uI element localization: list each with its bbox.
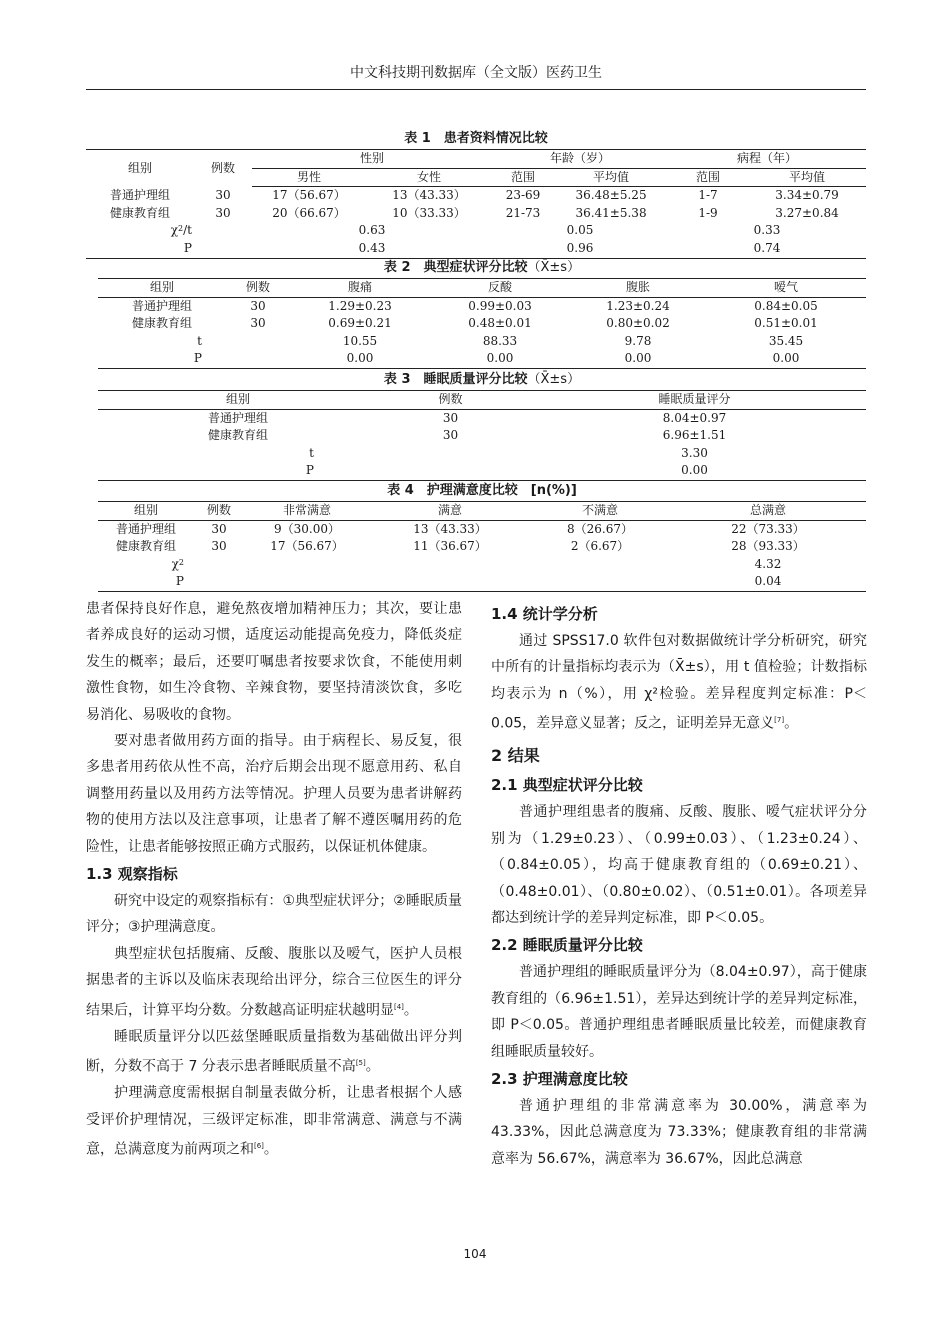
table-row: P 0.00 [98, 462, 866, 480]
section-heading: 2.3 护理满意度比较 [491, 1069, 628, 1088]
paragraph: 通过 SPSS17.0 软件包对数据做统计学分析研究，研究中所有的计量指标均表示为（X̄±s），用 t 值检验；计数指标均表示为 n（%），用 χ²检验。差异程度判定标准：P＜0.05，差异意义显著；反之，证明差异无意义[7]。 [491, 633, 867, 732]
table-row: t 3.30 [309, 445, 708, 460]
table1-header-age-mean: 平均值 [554, 168, 668, 187]
paragraph: 患者保持良好作息，避免熬夜增加精神压力；其次，要让患者养成良好的运动习惯，适度运动能提高免疫力，降低炎症发生的概率；最后，还要叮嘱患者按要求饮食，不能使用刺激性食物，如生冷食物、辛辣食物，要坚持清淡饮食，多吃易消化、易吸收的食物。 [86, 601, 462, 723]
journal-header: 中文科技期刊数据库（全文版）医药卫生 [86, 60, 866, 90]
page-number: 104 [463, 1247, 487, 1261]
table-row: 健康教育组 30 17（56.67） 11（36.67） 2（6.67） 28（93.33） [115, 539, 805, 554]
table1-caption: 表 1 患者资料情况比较 [404, 131, 548, 146]
citation: [6] [254, 1142, 264, 1151]
table-row: $\chi^2$ 4.32 [171, 556, 782, 571]
table1-header-course-mean: 平均值 [748, 168, 866, 187]
table-row: 普通护理组 30 1.29±0.23 0.99±0.03 1.23±0.24 0.84±0.05 [131, 298, 818, 313]
table-row: 普通护理组 30 8.04±0.97 [207, 410, 727, 425]
table1-header-course-range: 范围 [668, 168, 748, 187]
table4-caption: 表 4 护理满意度比较 [n(%)] [387, 483, 577, 498]
table-row: 普通护理组 30 9（30.00） 13（43.33） 8（26.67） 22（73.33） [115, 521, 805, 536]
table3-caption: 表 3 睡眠质量评分比较（X̄±s） [383, 372, 581, 387]
section-heading: 2 结果 [491, 746, 540, 766]
table1-header-count: 例数 [194, 150, 252, 187]
table1 [86, 149, 866, 259]
table-row: 普通护理组 30 17（56.67） 13（43.33） 23-69 36.48±5.25 1-7 3.34±0.79 [109, 187, 839, 203]
paragraph: 普通护理组的睡眠质量评分为（8.04±0.97），高于健康教育组的（6.96±1.51），差异达到统计学的差异判定标准，即 P＜0.05。普通护理组患者睡眠质量比较差，而健康教育组睡眠质量较好。 [491, 964, 867, 1060]
left-column [86, 596, 462, 1163]
table-row: t 10.55 88.33 9.78 35.45 [197, 333, 804, 348]
table-row: 健康教育组 30 6.96±1.51 [207, 428, 727, 443]
paragraph: 睡眠质量评分以匹兹堡睡眠质量指数为基础做出评分判断，分数不高于 7 分表示患者睡眠质量不高[5]。 [86, 1028, 462, 1075]
section-heading: 1.4 统计学分析 [491, 605, 598, 623]
table-row: P 0.43 0.96 0.74 [86, 240, 866, 258]
section-heading: 2.2 睡眠质量评分比较 [491, 936, 643, 955]
paragraph: 研究中设定的观察指标有：①典型症状评分；②睡眠质量评分；③护理满意度。 [86, 893, 462, 936]
paragraph: 普通护理组患者的腹痛、反酸、腹胀、嗳气症状评分分别为（1.29±0.23）、（0.99±0.03）、（1.23±0.24）、（0.84±0.05），均高于健康教育组的（0.69±0.21）、（0.48±0.01）、（0.80±0.02）、（0.51±0.01）。各项差异都达到统计学的差异判定标准，即 P＜0.05。 [491, 804, 867, 926]
table4: 组别 例数 非常满意 满意 不满意 总满意 普通护理组 30 9（30.00） 13（43.33） 8（26.67） 22（73.33） 健康教育组 30 17（56.67） 11（36.67） 2（6.67） 28（93.33） $\chi^2$ 4.32 P 0.04 [98, 501, 866, 592]
table1-header-age: 年龄（岁） [492, 150, 668, 169]
paragraph: 典型症状包括腹痛、反酸、腹胀以及嗳气，医护人员根据患者的主诉以及临床表现给出评分，综合三位医生的评分结果后，计算平均分数。分数越高证明症状越明显[4]。 [86, 945, 462, 1019]
section-heading: 1.3 观察指标 [86, 865, 178, 884]
citation: [5] [355, 1059, 366, 1068]
table-row: $\chi^2/t$ 0.63 0.05 0.33 [170, 223, 781, 238]
right-column [491, 600, 867, 1172]
paragraph: 护理满意度需根据自制量表做分析，让患者根据个人感受评价护理情况，三级评定标准，即非常满意、满意与不满意，总满意度为前两项之和[6]。 [86, 1085, 462, 1158]
section-heading: 2.1 典型症状评分比较 [491, 776, 643, 795]
citation: [4] [394, 1002, 404, 1011]
table1-header-gender: 性别 [252, 150, 492, 169]
table1-header-male: 男性 [252, 168, 366, 187]
paragraph: 要对患者做用药方面的指导。由于病程长、易反复，很多患者用药依从性不高，治疗后期会出现不愿意用药、私自调整用药量以及用药方法等情况。护理人员要为患者讲解药物的使用方法以及注意事项，让患者了解不遵医嘱用药的危险性，让患者能够按照正确方式服药，以保证机体健康。 [86, 733, 462, 855]
table1-header-age-range: 范围 [492, 168, 554, 187]
table-row: 健康教育组 30 20（66.67） 10（33.33） 21-73 36.41±5.38 1-9 3.27±0.84 [109, 205, 839, 220]
table1-header-group: 组别 [86, 150, 194, 187]
paragraph: 普通护理组的非常满意率为 30.00%，满意率为 43.33%，因此总满意度为 73.33%；健康教育组的非常满意率为 56.67%，满意率为 36.67%，因此总满意 [491, 1097, 867, 1167]
table-row: 健康教育组 30 0.69±0.21 0.48±0.01 0.80±0.02 0.51±0.01 [131, 316, 818, 331]
table1-header-female: 女性 [366, 168, 492, 187]
citation: [7] [774, 716, 785, 725]
table2: 组别 例数 腹痛 反酸 腹胀 嗳气 普通护理组 30 1.29±0.23 0.99±0.03 1.23±0.24 0.84±0.05 健康教育组 30 0.69±0.21 0.48±0.01 0.80±0.02 0.51±0.01 t 10.55 88.33 9.78 35.45 P 0.00 0.00 0.00 0.00 [98, 278, 866, 369]
table2-caption: 表 2 典型症状评分比较（X̄±s） [383, 260, 581, 275]
table3: 组别 例数 睡眠质量评分 普通护理组 30 8.04±0.97 健康教育组 30 6.96±1.51 t 3.30 P 0.00 [98, 390, 866, 481]
table-row: P 0.00 0.00 0.00 0.00 [98, 350, 866, 368]
table-row: P 0.04 [98, 573, 866, 591]
table1-header-course: 病程（年） [668, 150, 866, 169]
